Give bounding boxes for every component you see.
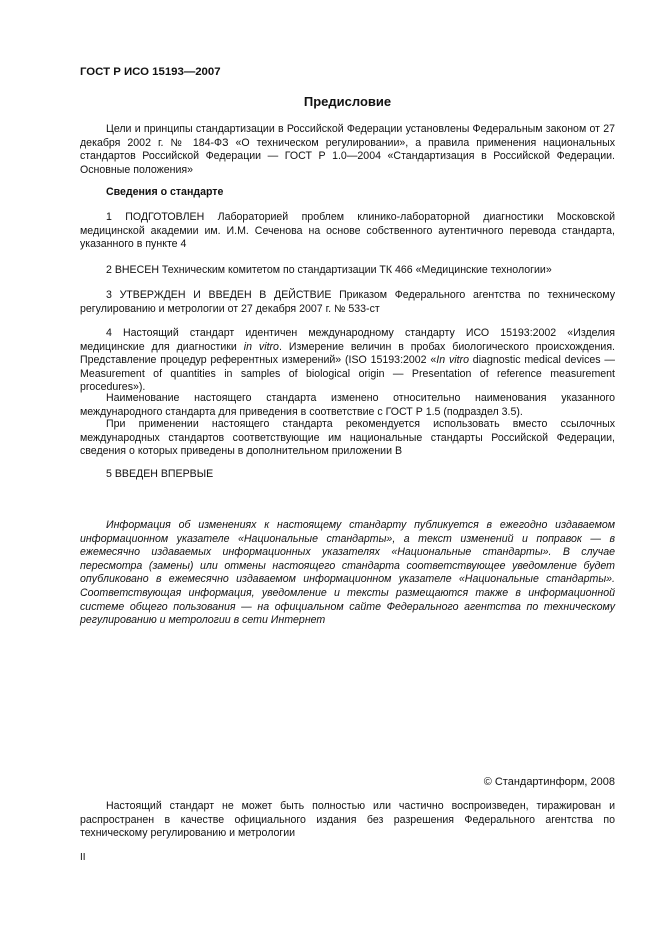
page-number: II xyxy=(80,852,86,863)
changes-information-paragraph: Информация об изменениях к настоящему стандарту публикуется в ежегодно издаваемом информационном указателе «Национальные стандарты», а текст изменений и поправок — в ежемесячно издаваемых информационных указателях «Национальные стандарты». В случае пересмотра (замены) или отмены настоящего стандарта соответствующее уведомление будет опубликовано в ежемесячно издаваемом информационном указателе «Национальные стандарты». Соответствующая информация, уведомление и тексты размещаются также в информационной системе общего пользования — на официальном сайте Федерального агентства по техническому регулированию и метрологии в сети Интернет xyxy=(80,519,615,627)
item-4-text-a: 4 Настоящий стандарт идентичен международному стандарту ИСО 15193:2002 «Изделия медицинские для диагностики xyxy=(80,327,615,353)
item-4-paragraph xyxy=(80,327,615,395)
reproduction-notice: Настоящий стандарт не может быть полностью или частично воспроизведен, тиражирован и распространен в качестве официального издания без разрешения Федерального агентства по техническому регулированию и метрологии xyxy=(80,800,615,840)
item-4-text-b: in vitro xyxy=(243,340,279,353)
item-5-paragraph: 5 ВВЕДЕН ВПЕРВЫЕ xyxy=(106,468,214,480)
copyright-notice: © Стандартинформ, 2008 xyxy=(483,776,615,788)
item-3-paragraph: 3 УТВЕРЖДЕН И ВВЕДЕН В ДЕЙСТВИЕ Приказом Федерального агентства по техническому регулированию и метрологии от 27 декабря 2007 г. № 533-ст xyxy=(80,289,615,315)
section-title: Предисловие xyxy=(303,94,392,109)
item-4-note-1: Наименование настоящего стандарта изменено относительно наименования указанного международного стандарта для приведения в соответствие с ГОСТ Р 1.5 (подраздел 3.5). xyxy=(80,392,615,418)
item-4-note-2: При применении настоящего стандарта рекомендуется использовать вместо ссылочных международных стандартов соответствующие им национальные стандарты Российской Федерации, сведения о которых приведены в дополнительном приложении В xyxy=(80,418,615,458)
item-2-paragraph: 2 ВНЕСЕН Техническим комитетом по стандартизации ТК 466 «Медицинские технологии» xyxy=(106,264,552,276)
item-4-text-d: In vitro xyxy=(436,354,469,367)
about-standard-heading: Сведения о стандарте xyxy=(106,186,224,198)
document-designation: ГОСТ Р ИСО 15193—2007 xyxy=(80,66,221,78)
item-4-text-e: diagnostic medical devices — Measurement of quantities in samples of biological origin — Presentation of reference measurement procedures»). xyxy=(80,354,616,394)
item-4-text-c: . Измерение величин в пробах биологического происхождения. Представление процедур референтных измерений» (ISO 15193:2002 « xyxy=(80,340,616,367)
intro-paragraph: Цели и принципы стандартизации в Российской Федерации установлены Федеральным законом от 27 декабря 2002 г. № 184-ФЗ «О техническом регулировании», а правила применения национальных стандартов Российской Федерации — ГОСТ Р 1.0—2004 «Стандартизация в Российской Федерации. Основные положения» xyxy=(80,123,615,176)
item-1-paragraph: 1 ПОДГОТОВЛЕН Лабораторией проблем клинико-лабораторной диагностики Московской медицинской академии им. И.М. Сеченова на основе собственного аутентичного перевода стандарта, указанного в пункте 4 xyxy=(80,211,615,251)
